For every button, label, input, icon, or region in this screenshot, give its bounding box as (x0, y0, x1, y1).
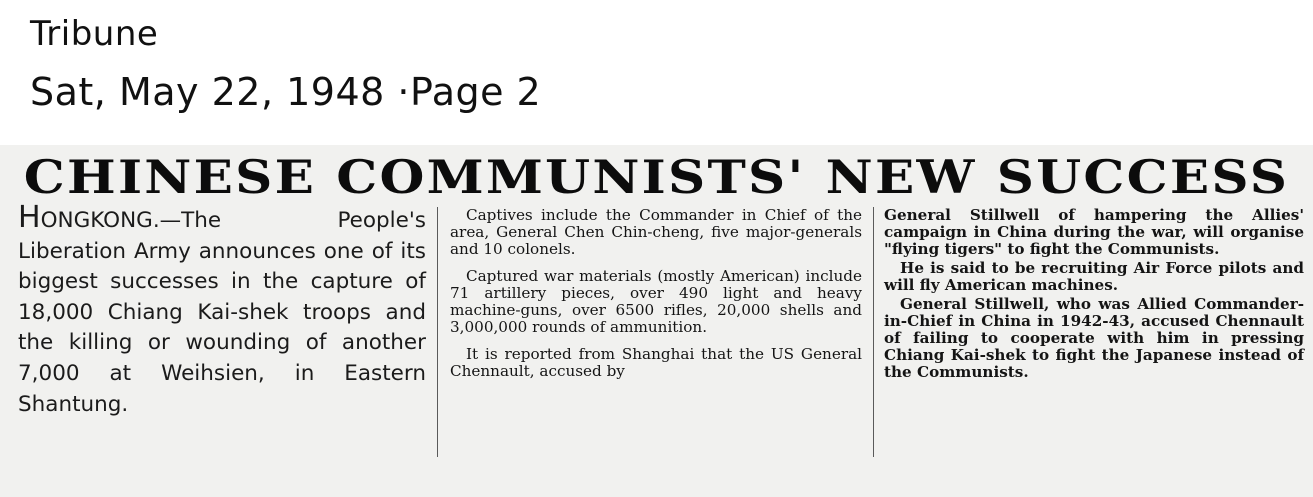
paragraph-stillwell-accusation: General Stillwell of hampering the Allies' campaign in China during the war, will organise "flying tigers" to fight the Communists. (884, 206, 1304, 258)
article-column-3 (884, 207, 1304, 383)
lead-text: ONGKONG.—The People's Liberation Army announces one of its biggest successes in the capture of 18,000 Chiang Kai-shek troops and the killing or wounding of another 7,000 at Weihsien, in Eastern Shantung. (18, 208, 426, 417)
paragraph-war-materials: Captured war materials (mostly American) include 71 artillery pieces, over 490 light and heavy machine-guns, over 6500 rifles, 20,000 shells and 3,000,000 rounds of ammunition. (450, 267, 862, 336)
clipping-header (0, 0, 1313, 145)
column-divider (873, 207, 874, 457)
publication-name: Tribune (30, 14, 159, 54)
column-divider (437, 207, 438, 457)
newspaper-clipping (0, 145, 1313, 497)
paragraph-captives: Captives include the Commander in Chief of the area, General Chen Chin-cheng, five major-generals and 10 colonels. (450, 206, 862, 258)
article-headline: CHINESE COMMUNISTS' NEW SUCCESS (23, 150, 1290, 204)
paragraph-stillwell-background: General Stillwell, who was Allied Commander-in-Chief in China in 1942-43, accused Chennault of failing to cooperate with him in pressing Chiang Kai-shek to fight the Japanese instead of the Communists. (884, 295, 1304, 381)
paragraph-recruiting: He is said to be recruiting Air Force pilots and will fly American machines. (884, 259, 1304, 294)
drop-cap: H (18, 200, 41, 235)
lead-paragraph (18, 200, 426, 420)
paragraph-chennault-report: It is reported from Shanghai that the US General Chennault, accused by (450, 345, 862, 380)
publication-dateline: Sat, May 22, 1948 ·Page 2 (30, 70, 542, 114)
article-column-2 (450, 207, 862, 390)
